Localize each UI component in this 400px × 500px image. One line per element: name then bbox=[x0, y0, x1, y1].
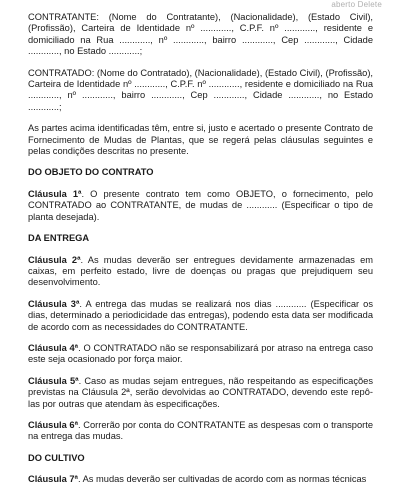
clause-1-label: Cláusula 1ª bbox=[28, 188, 82, 199]
section-heading-cultivo: DO CULTIVO bbox=[28, 452, 85, 463]
clause-5 bbox=[28, 376, 373, 410]
contratante-paragraph: CONTRATANTE: (Nome do Contratante), (Nacionalidade), (Estado Civil), (Profissão), Carteira de Identidade nº ............, C.P.F. nº ............, residente e domiciliado na Rua ............, nº ............, bairro ............, Cep ............, Cidade ............, no Estado ............; bbox=[28, 12, 373, 57]
clause-1-text: . O presente contrato tem como OBJETO, o fornecimento, pelo CONTRATADO ao CONTRATANTE, de mudas de ............ (Especificar o tipo de planta desejada). bbox=[28, 188, 373, 222]
clause-4-label: Cláusula 4ª bbox=[28, 342, 79, 353]
clause-3 bbox=[28, 299, 373, 333]
clause-2 bbox=[28, 255, 373, 289]
clause-2-text: . As mudas deverão ser entregues devidamente armazenadas em caixas, em perfeito estado, livre de doenças ou pragas que prejudiquem seu desenvolvimento. bbox=[28, 254, 373, 288]
contratado-paragraph: CONTRATADO: (Nome do Contratado), (Nacionalidade), (Estado Civil), (Profissão), Carteira de Identidade nº ............, C.P.F. nº ............, residente e domiciliado na Rua ............, nº ............, bairro ............, Cep ............, Cidade ............, no Estado ............; bbox=[28, 67, 373, 112]
clause-1 bbox=[28, 189, 373, 223]
clause-5-label: Cláusula 5ª bbox=[28, 375, 79, 386]
clause-4 bbox=[28, 343, 373, 366]
clause-3-text: . A entrega das mudas se realizará nos dias ............ (Especificar os dias, determinado a periodicidade das entregas), podendo esta data ser modificada de acordo com as necessidades do CONTRATANTE. bbox=[28, 298, 373, 332]
section-heading-objeto: DO OBJETO DO CONTRATO bbox=[28, 167, 154, 178]
clause-6 bbox=[28, 420, 373, 443]
clause-6-label: Cláusula 6ª bbox=[28, 419, 79, 430]
clause-7 bbox=[28, 474, 373, 485]
clause-7-text: . As mudas deverão ser cultivadas de acordo com as normas técnicas bbox=[77, 474, 367, 485]
clause-2-label: Cláusula 2ª bbox=[28, 254, 81, 265]
section-heading-entrega: DA ENTREGA bbox=[28, 233, 90, 244]
contract-document bbox=[28, 12, 373, 496]
clause-7-label: Cláusula 7ª bbox=[28, 474, 78, 485]
intro-paragraph: As partes acima identificadas têm, entre si, justo e acertado o presente Contrato de Fornecimento de Mudas de Plantas, que se regerá pelas cláusulas seguintes e pelas condições descritas no presente. bbox=[28, 123, 373, 157]
clause-4-text: . O CONTRATADO não se responsabilizará por atraso na entrega caso este seja ocasionado por força maior. bbox=[28, 342, 373, 365]
clause-5-text: . Caso as mudas sejam entregues, não respeitando as especificações previstas na Cláusula 2ª, serão devolvidas ao CONTRATADO, devendo este repô-las por outras que atendam às especificações. bbox=[28, 375, 373, 409]
clause-3-label: Cláusula 3ª bbox=[28, 298, 80, 309]
watermark-text: aberto Delete bbox=[331, 0, 382, 9]
clause-6-text: . Correrão por conta do CONTRATANTE as despesas com o transporte na entrega das mudas. bbox=[28, 419, 373, 442]
